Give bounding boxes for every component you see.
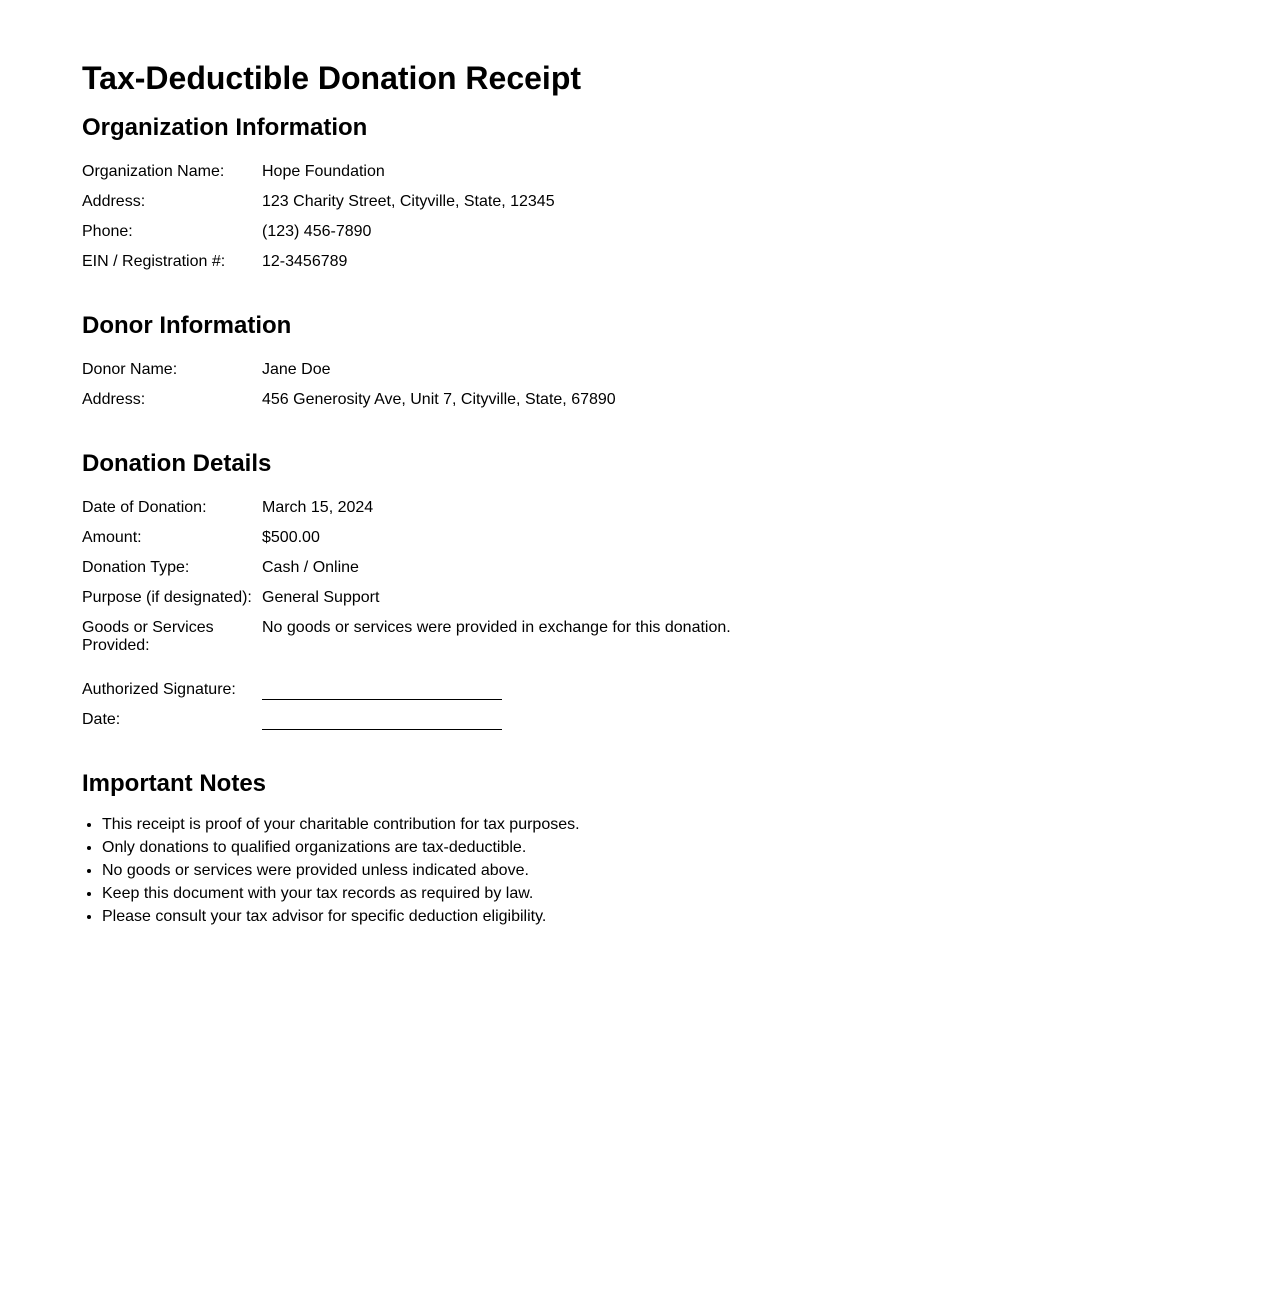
- notes-heading: Important Notes: [82, 770, 267, 797]
- org-ein-row: [82, 253, 555, 283]
- signature-table: [82, 681, 502, 741]
- signature-row: [82, 681, 502, 711]
- donation-section: [82, 449, 1278, 741]
- donation-goods-value: No goods or services were provided in exchange for this donation.: [262, 619, 731, 636]
- signature-date-label: Date:: [82, 711, 121, 728]
- donation-heading: Donation Details: [82, 450, 272, 477]
- signature-line: [262, 681, 502, 700]
- donation-date-row: [82, 499, 731, 529]
- organization-section: [82, 113, 1278, 283]
- notes-list: [82, 813, 1278, 928]
- donation-type-row: [82, 559, 731, 589]
- signature-date-row: [82, 711, 502, 741]
- donation-date-value: March 15, 2024: [262, 499, 374, 516]
- list-item: • Please consult your tax advisor for specific deduction eligibility.: [102, 905, 1278, 928]
- date-line-cell: [262, 711, 502, 741]
- org-address-label: Address:: [82, 193, 146, 210]
- donation-purpose-value: General Support: [262, 589, 380, 606]
- donation-type-value: Cash / Online: [262, 559, 359, 576]
- donor-address-row: [82, 391, 616, 421]
- donation-purpose-row: [82, 589, 731, 619]
- notes-section: [82, 769, 1278, 928]
- org-address-value: 123 Charity Street, Cityville, State, 12345: [262, 193, 555, 210]
- organization-table: [82, 163, 555, 283]
- donor-section: [82, 311, 1278, 421]
- org-name-row: [82, 163, 555, 193]
- donor-heading: Donor Information: [82, 312, 292, 339]
- list-item: • Keep this document with your tax records as required by law.: [102, 882, 1278, 905]
- donation-amount-row: [82, 529, 731, 559]
- org-phone-value: (123) 456-7890: [262, 223, 372, 240]
- donor-name-row: [82, 361, 616, 391]
- page-title: Tax-Deductible Donation Receipt: [82, 60, 582, 96]
- org-ein-value: 12-3456789: [262, 253, 348, 270]
- signature-line-cell: [262, 681, 502, 711]
- org-name-value: Hope Foundation: [262, 163, 385, 180]
- org-name-label: Organization Name:: [82, 163, 225, 180]
- donor-address-value: 456 Generosity Ave, Unit 7, Cityville, State, 67890: [262, 391, 616, 408]
- donation-purpose-label: Purpose (if designated):: [82, 589, 252, 606]
- donation-type-label: Donation Type:: [82, 559, 190, 576]
- donation-date-label: Date of Donation:: [82, 499, 207, 516]
- donor-name-value: Jane Doe: [262, 361, 331, 378]
- org-address-row: [82, 193, 555, 223]
- donation-table: [82, 499, 731, 661]
- donation-goods-row: [82, 619, 731, 661]
- list-item: • Only donations to qualified organizations are tax-deductible.: [102, 836, 1278, 859]
- donation-amount-value: $500.00: [262, 529, 320, 546]
- organization-heading: Organization Information: [82, 114, 368, 141]
- donation-goods-label: Goods or Services Provided:: [82, 619, 214, 654]
- donor-address-label: Address:: [82, 391, 146, 408]
- list-item: • No goods or services were provided unless indicated above.: [102, 859, 1278, 882]
- date-line: [262, 711, 502, 730]
- donation-amount-label: Amount:: [82, 529, 142, 546]
- list-item: • This receipt is proof of your charitable contribution for tax purposes.: [102, 813, 1278, 836]
- signature-label: Authorized Signature:: [82, 681, 236, 698]
- org-phone-row: [82, 223, 555, 253]
- donor-name-label: Donor Name:: [82, 361, 178, 378]
- org-phone-label: Phone:: [82, 223, 133, 240]
- donor-table: [82, 361, 616, 421]
- org-ein-label: EIN / Registration #:: [82, 253, 226, 270]
